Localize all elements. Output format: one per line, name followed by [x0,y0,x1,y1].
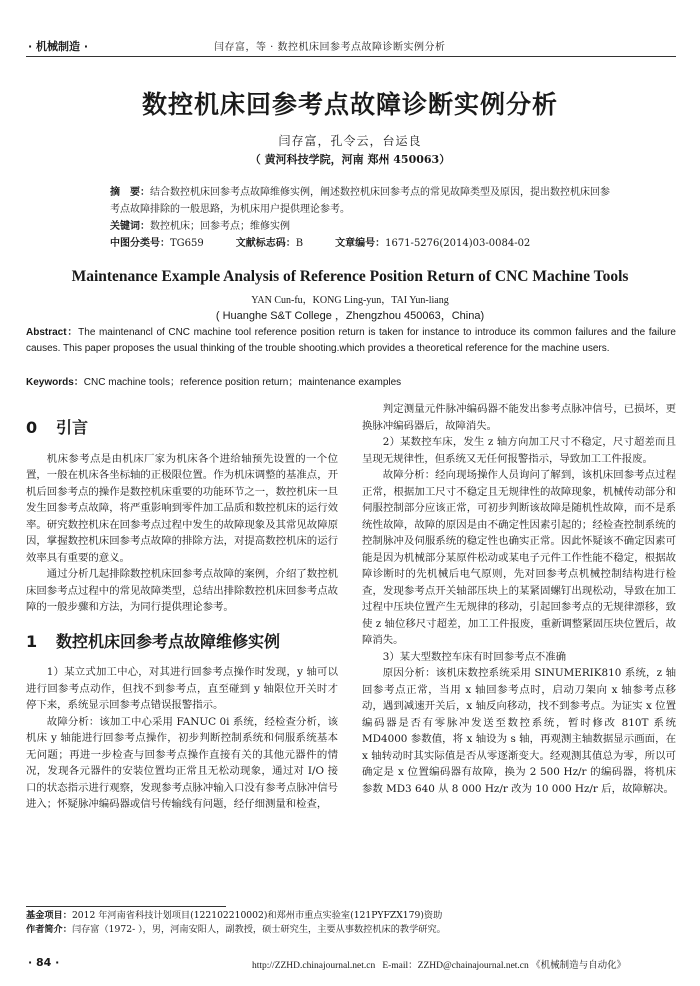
affiliation-english: ( Huanghe S&T College ，Zhengzhou 450063，China) [215,310,485,322]
paragraph: 故障分析：经向现场操作人员询问了解到，该机床回参考点过程正常，根据加工尺寸不稳定且无规律性的故障现象，机械传动部分和伺服控制部分应该正常，可初步判断该故障是随机性故障，而不是系统性故障，故障的原因是由不确定性因素引起的；经检查控制系统的控制脉冲及伺服系统的稳定性也确实正常。因此怀疑该不确定因素可能是因为机械部分某原件松动或某电子元件工作性能不稳定，根据故障诊断时的先机械后电气原则，先对回参考点机械控制结构进行检查，发现参考点开关轴部压块上的某紧固螺钉出现松动，导致在加工过程中压块位置产生无规律的移动，引起回参考点的无规律漂移，致使 z 轴位移尺寸超差，加工工件报废，重新调整紧固压块位置后，故障消失。 [362,469,676,646]
body-left-column [26,420,338,813]
paragraph: 2）某数控车床，发生 z 轴方向加工尺寸不稳定，尺寸超差而且呈现无规律性，但系统又无任何报警指示，导致加工工件报废。 [362,436,676,465]
keywords-english [26,373,676,388]
abstract-label: 摘 要： [110,187,150,198]
abstract-english-label: Abstract： [26,327,79,338]
body-right-column [362,401,676,797]
paragraph: 通过分析几起排除数控机床回参考点故障的案例，介绍了数控机床回参考点过程中的常见故障类型，总结出排除数控机床回参考点故障的一般步骤和方法，为同行提供理论参考。 [26,568,338,613]
title-chinese: 数控机床回参考点故障诊断实例分析 [141,90,558,119]
paragraph: 1）某立式加工中心，对其进行回参考点操作时发现，y 轴可以进行回参考点动作，但找不到参考点，直至碰到 y 轴限位开关时才停下来，系统显示回参考点错误报警指示。 [26,666,338,711]
classification-row [110,235,610,252]
article-number: 文章编号：1671-5276(2014)03-0084-02 [335,238,531,249]
journal-name: 《机械制造与自动化》 [531,961,627,971]
authors-chinese: 闫存富，孔令云，台运良 [278,134,422,148]
abstract-english [26,325,676,356]
keywords-english-text: CNC machine tools；reference position return；maintenance examples [83,377,402,388]
keywords-english-label: Keywords： [26,377,84,388]
affiliation-chinese: （ 黄河科技学院，河南 郑州 450063） [249,153,451,166]
footnote-divider [26,906,226,907]
paragraph: 机床参考点是由机床厂家为机床各个进给轴预先设置的一个位置，一般在机床各坐标轴的正极限位置。作为机床调整的基准点，开机后回参考点的操作是数控机床重要的功能环节之一，数控机床一旦发生回参考点故障，将严重影响到零件加工品质和数控机床的运行效率。研究数控机床在回参考点过程中发生的故障现象及其常见故障原因，掌握数控机床回参考点故障的排除方法，对提高数控机床的运行效率具有重要的意义。 [26,452,338,564]
page-number: · 84 · [28,956,60,969]
title-english: Maintenance Example Analysis of Reference Position Return of CNC Machine Tools [71,268,629,285]
abstract-chinese [110,184,610,218]
clc-number: 中图分类号：TG659 [110,238,204,249]
footnote-funding: 基金项目：2012 年河南省科技计划项目(122102210002)和郑州市重点实验室(121PYFZX179)资助 [26,910,443,921]
abstract-english-text: The maintenancl of CNC machine tool reference position return is taken for instance to introduce its common failures and the failure causes. This paper proposes the usual thinking of the trouble shooting.which provides a theoretical reference for the machine users. [26,327,676,354]
journal-url[interactable]: http://ZZHD.chinajournal.net.cn [252,961,376,971]
page-footer [252,957,626,971]
footnote-author-bio: 作者简介：闫存富（1972- ），男，河南安阳人，副教授，硕士研究生，主要从事数控机床的教学研究。 [26,924,446,935]
paragraph: 判定测量元件脉冲编码器不能发出参考点脉冲信号，已损坏，更换脉冲编码器后，故障消失。 [362,403,676,432]
authors-english: YAN Cun-fu，KONG Ling-yun，TAI Yun-liang [251,295,449,306]
section-heading-examples: 1 数控机床回参考点故障维修实例 [26,631,281,651]
paragraph: 故障分析：该加工中心采用 FANUC 0i 系统，经检查分析，该机床 y 轴能进行回参考点操作，初步判断控制系统和伺服系统基本无问题；再进一步检查与回参考点操作直接有关的其他元器件的情况，发现各元器件的安装位置均正常且无松动现象，通过对 I/O 接口的状态指示进行观察，发现参考点脉冲输入口没有参考点脉冲信号进入；怀疑脉冲编码器或信号传输线有问题，经仔细测量和检查， [26,715,338,810]
keywords-chinese [110,218,610,235]
section-heading-introduction: 0 引言 [26,418,89,437]
abstract-chinese-block [110,184,610,252]
running-title: 闫存富，等 · 数控机床回参考点故障诊断实例分析 [214,42,446,53]
paragraph: 原因分析：该机床数控系统采用 SINUMERIK810 系统，z 轴回参考点正常，当用 x 轴回参考点时，启动刀架向 x 轴参考点移动，遇到减速开关后，x 轴反向移动，找不到参考点。为证实 x 位置编码器是否有零脉冲发送至数控系统，暂时修改 810T 系统 MD4000 参数值，将 x 轴设为 s 轴，再观测主轴数据显示画面，在 x 轴转动时其实际值是否从零逐渐变大。经观测其值总为零，所以可确定是 x 位置编码器有故障，换为 2 500 Hz/r 的编码器，将机床参数 MD3 640 从 8 000 Hz/r 改为 10 000 Hz/r 后，故障解决。 [362,667,676,795]
journal-email[interactable]: E-mail：ZZHD@chainajournal.net.cn [382,961,529,971]
paragraph: 3）某大型数控车床有时回参考点不准确 [382,650,567,663]
abstract-text: 结合数控机床回参考点故障维修实例，阐述数控机床回参考点的常见故障类型及原因，提出数控机床回参考点故障排除的一般思路，为机床用户提供理论参考。 [110,187,610,215]
journal-section: · 机械制造 · [28,40,89,53]
header-divider [26,56,676,57]
keywords-label: 关键词： [110,221,150,232]
document-code: 文献标志码：B [235,238,304,249]
keywords-text: 数控机床；回参考点；维修实例 [150,221,290,232]
